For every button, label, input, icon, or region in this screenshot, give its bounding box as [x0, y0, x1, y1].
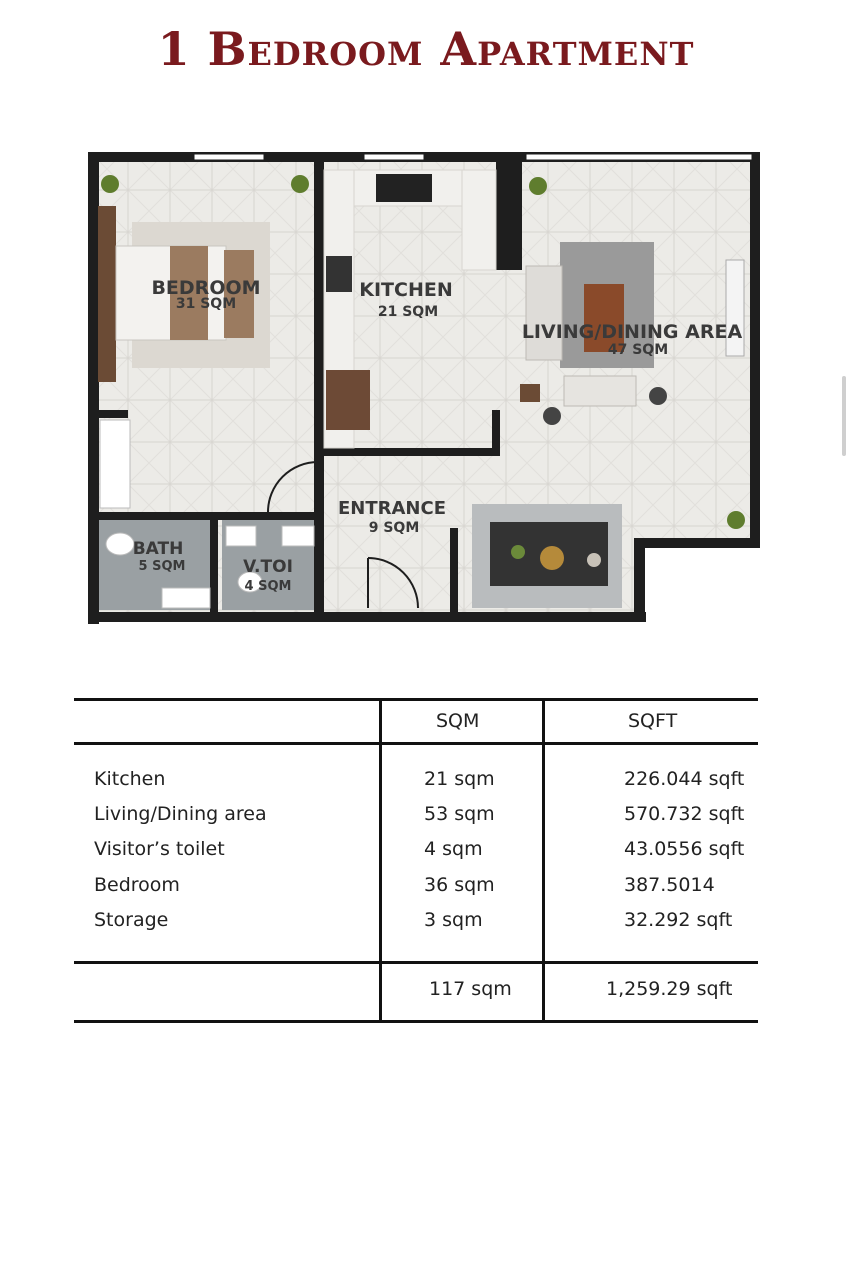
- row-sqm: 53 sqm: [424, 803, 495, 825]
- room-area-vtoilet: 4 SQM: [244, 579, 292, 594]
- header-sqft: SQFT: [628, 710, 678, 732]
- table-rule-top: [74, 698, 758, 701]
- row-sqft: 226.044 sqft: [624, 768, 745, 790]
- area-table: [74, 698, 758, 1024]
- row-name: Visitor’s toilet: [94, 838, 225, 860]
- row-sqft: 570.732 sqft: [624, 803, 745, 825]
- table-rule-header: [74, 742, 758, 745]
- total-sqft: 1,259.29 sqft: [606, 978, 733, 1000]
- room-label-kitchen: KITCHEN: [359, 279, 453, 301]
- table-rule-bottom: [74, 1020, 758, 1023]
- table-rule-total: [74, 961, 758, 964]
- row-sqft: 387.5014: [624, 874, 715, 896]
- page-title: 1 Bedroom Apartment: [157, 22, 695, 76]
- table-divider-2: [542, 698, 545, 1023]
- room-area-living-dining: 47 SQM: [607, 342, 669, 358]
- header-sqm: SQM: [436, 710, 480, 732]
- total-sqm: 117 sqm: [429, 978, 512, 1000]
- room-label-entrance: ENTRANCE: [338, 498, 446, 519]
- notch-cutout: [644, 546, 762, 638]
- room-area-kitchen: 21 SQM: [377, 304, 439, 320]
- row-name: Living/Dining area: [94, 803, 267, 825]
- row-sqm: 4 sqm: [424, 838, 483, 860]
- floor-plan: [86, 148, 762, 638]
- room-area-bedroom: 31 SQM: [175, 296, 237, 312]
- room-label-bath: BATH: [132, 539, 184, 559]
- row-sqm: 36 sqm: [424, 874, 495, 896]
- room-area-bath: 5 SQM: [138, 559, 186, 574]
- row-name: Bedroom: [94, 874, 180, 896]
- room-label-bedroom: BEDROOM: [151, 277, 261, 299]
- row-name: Storage: [94, 909, 169, 931]
- row-sqft: 43.0556 sqft: [624, 838, 745, 860]
- dining-furniture: [472, 504, 622, 608]
- row-sqft: 32.292 sqft: [624, 909, 733, 931]
- room-label-vtoilet: V.TOI: [243, 557, 293, 577]
- room-label-living-dining: LIVING/DINING AREA: [521, 321, 743, 343]
- row-name: Kitchen: [94, 768, 166, 790]
- row-sqm: 21 sqm: [424, 768, 495, 790]
- scrollbar[interactable]: [842, 376, 846, 456]
- room-area-entrance: 9 SQM: [368, 520, 420, 536]
- table-divider-1: [379, 698, 382, 1023]
- row-sqm: 3 sqm: [424, 909, 483, 931]
